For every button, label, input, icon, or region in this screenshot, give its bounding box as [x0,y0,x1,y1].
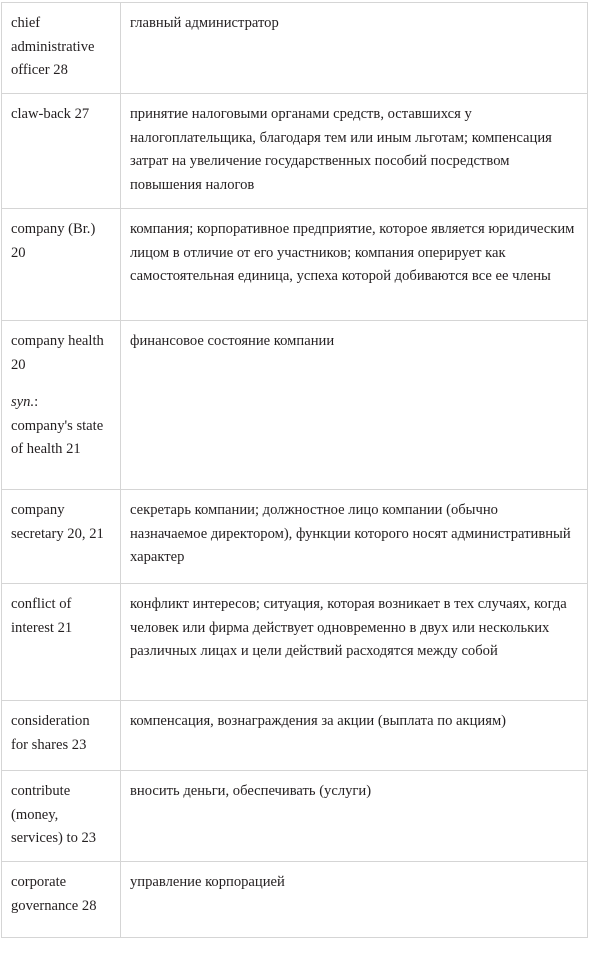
table-row [2,583,588,700]
definition-cell [121,208,588,320]
definition-cell [121,861,588,937]
term-text: claw-back 27 [11,105,90,122]
definition-text: компенсация, вознаграждения за акции (выплата по акциям) [130,712,507,729]
term-cell [2,770,121,861]
definition-text: компания; корпоративное предприятие, которое является юридическим лицом в отличие от его участников; компания оперирует как самостоятельная единица, успеха которой добиваются все ее члены [130,220,575,285]
definition-cell [121,583,588,700]
glossary-table [1,2,588,938]
term-cell [2,3,121,94]
definition-text: вносить деньги, обеспечивать (услуги) [130,782,372,799]
definition-cell [121,770,588,861]
synonym-block [11,391,110,462]
term-cell [2,700,121,770]
synonym-text: company's state of health 21 [11,417,104,458]
term-cell [2,583,121,700]
definition-cell [121,489,588,583]
table-row [2,770,588,861]
definition-text: принятие налоговыми органами средств, оставшихся у налогоплательщика, благодаря тем или иным льготам; компенсация затрат на увеличение государственных пособий посредством повышения налогов [130,105,552,193]
term-text: company health 20 [11,332,104,373]
definition-text: секретарь компании; должностное лицо компании (обычно назначаемое директором), функции которого носят административный характер [130,501,571,566]
table-row [2,3,588,94]
definition-cell [121,320,588,489]
term-cell [2,489,121,583]
definition-cell [121,700,588,770]
term-text: company secretary 20, 21 [11,501,104,542]
definition-text: конфликт интересов; ситуация, которая возникает в тех случаях, когда человек или фирма действует одновременно в двух или нескольких различных лицах и цели действий расходятся между собой [130,595,567,660]
term-text: consideration for shares 23 [11,712,90,753]
synonym-colon: : [34,394,39,411]
table-row [2,93,588,208]
term-text: chief administrative officer 28 [11,15,95,79]
definition-text: финансовое состояние компании [130,332,335,349]
term-cell [2,93,121,208]
term-cell [2,861,121,937]
term-text: conflict of interest 21 [11,595,73,636]
term-text: company (Br.) 20 [11,220,96,261]
definition-cell [121,3,588,94]
term-text: contribute (money, services) to 23 [11,782,97,847]
term-cell [2,208,121,320]
definition-cell [121,93,588,208]
term-cell [2,320,121,489]
glossary-table-body [2,3,588,938]
definition-text: управление корпорацией [130,873,285,890]
table-row [2,208,588,320]
table-row [2,861,588,937]
term-text: corporate governance 28 [11,873,97,914]
definition-text: главный администратор [130,15,279,31]
table-row [2,320,588,489]
synonym-label: syn. [11,394,35,411]
table-row [2,700,588,770]
table-row [2,489,588,583]
